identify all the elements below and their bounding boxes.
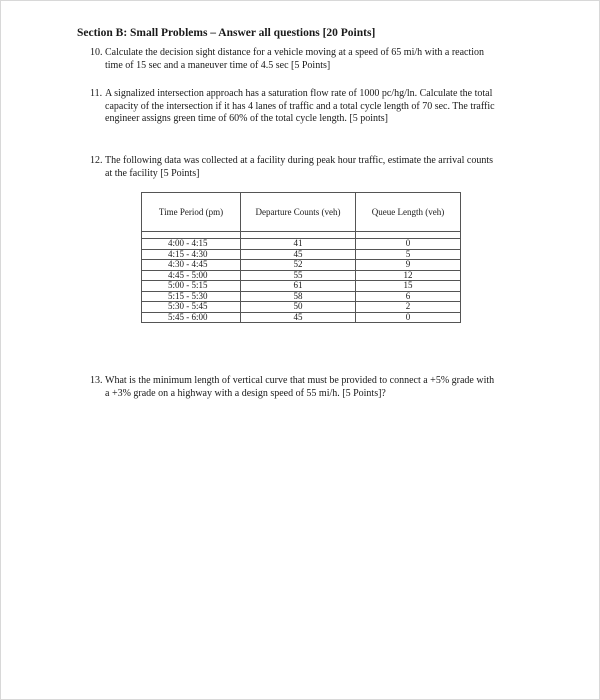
question-10 — [90, 47, 530, 72]
question-number: 11. — [90, 88, 103, 99]
table-header-row — [142, 193, 461, 232]
time-period-cell: 5:15 - 5:30 — [142, 291, 241, 302]
question-text-line: What is the minimum length of vertical curve that must be provided to connect a +5% grade with — [105, 375, 495, 386]
table-row — [142, 302, 461, 313]
departure-count-cell: 55 — [241, 270, 356, 281]
departure-count-cell: 50 — [241, 302, 356, 313]
question-text-line: The following data was collected at a facility during peak hour traffic, estimate the arrival counts — [105, 155, 494, 166]
table-row — [142, 239, 461, 250]
time-period-cell: 4:45 - 5:00 — [142, 270, 241, 281]
arrival-data-table — [141, 192, 461, 323]
table-row — [142, 249, 461, 260]
section-heading: Section B: Small Problems – Answer all questions [20 Points] — [77, 27, 376, 39]
time-period-cell: 4:15 - 4:30 — [142, 249, 241, 260]
question-text-line: a +3% grade on a highway with a design speed of 55 mi/h. [5 Points]? — [105, 387, 386, 399]
question-number: 12. — [90, 155, 103, 166]
time-period-cell: 5:30 - 5:45 — [142, 302, 241, 313]
queue-length-cell: 0 — [356, 312, 461, 323]
question-12 — [90, 155, 530, 180]
departure-count-cell: 58 — [241, 291, 356, 302]
queue-length-cell: 5 — [356, 249, 461, 260]
table-row — [142, 291, 461, 302]
question-text-line: capacity of the intersection if it has 4 lanes of traffic and a total cycle length of 70 sec. The traffic — [105, 100, 495, 112]
time-period-cell: 4:00 - 4:15 — [142, 239, 241, 250]
table-row — [142, 260, 461, 271]
queue-length-cell: 9 — [356, 260, 461, 271]
queue-length-cell: 0 — [356, 239, 461, 250]
question-number: 13. — [90, 375, 103, 386]
column-header-queue-length: Queue Length (veh) — [356, 193, 461, 232]
queue-length-cell: 2 — [356, 302, 461, 313]
table-row — [142, 270, 461, 281]
question-11 — [90, 88, 530, 126]
question-13 — [90, 375, 530, 400]
question-text-line: at the facility [5 Points] — [105, 167, 200, 179]
queue-length-cell: 15 — [356, 281, 461, 292]
time-period-cell: 4:30 - 4:45 — [142, 260, 241, 271]
question-text-line: engineer assigns green time of 60% of the total cycle length. [5 points] — [105, 113, 388, 124]
table-row — [142, 281, 461, 292]
time-period-cell: 5:00 - 5:15 — [142, 281, 241, 292]
queue-length-cell: 6 — [356, 291, 461, 302]
question-text-line: Calculate the decision sight distance for a vehicle moving at a speed of 65 mi/h with a reaction — [105, 47, 485, 58]
question-text-line: time of 15 sec and a maneuver time of 4.5 sec [5 Points] — [105, 59, 331, 71]
departure-count-cell: 41 — [241, 239, 356, 250]
question-number: 10. — [90, 47, 103, 58]
question-text-line: A signalized intersection approach has a saturation flow rate of 1000 pc/hg/ln. Calculate the total — [105, 88, 493, 99]
column-header-time-period: Time Period (pm) — [142, 193, 241, 232]
table-row — [142, 312, 461, 323]
departure-count-cell: 45 — [241, 249, 356, 260]
column-header-departure-counts: Departure Counts (veh) — [241, 193, 356, 232]
departure-count-cell: 61 — [241, 281, 356, 292]
time-period-cell: 5:45 - 6:00 — [142, 312, 241, 323]
queue-length-cell: 12 — [356, 270, 461, 281]
departure-count-cell: 52 — [241, 260, 356, 271]
departure-count-cell: 45 — [241, 312, 356, 323]
